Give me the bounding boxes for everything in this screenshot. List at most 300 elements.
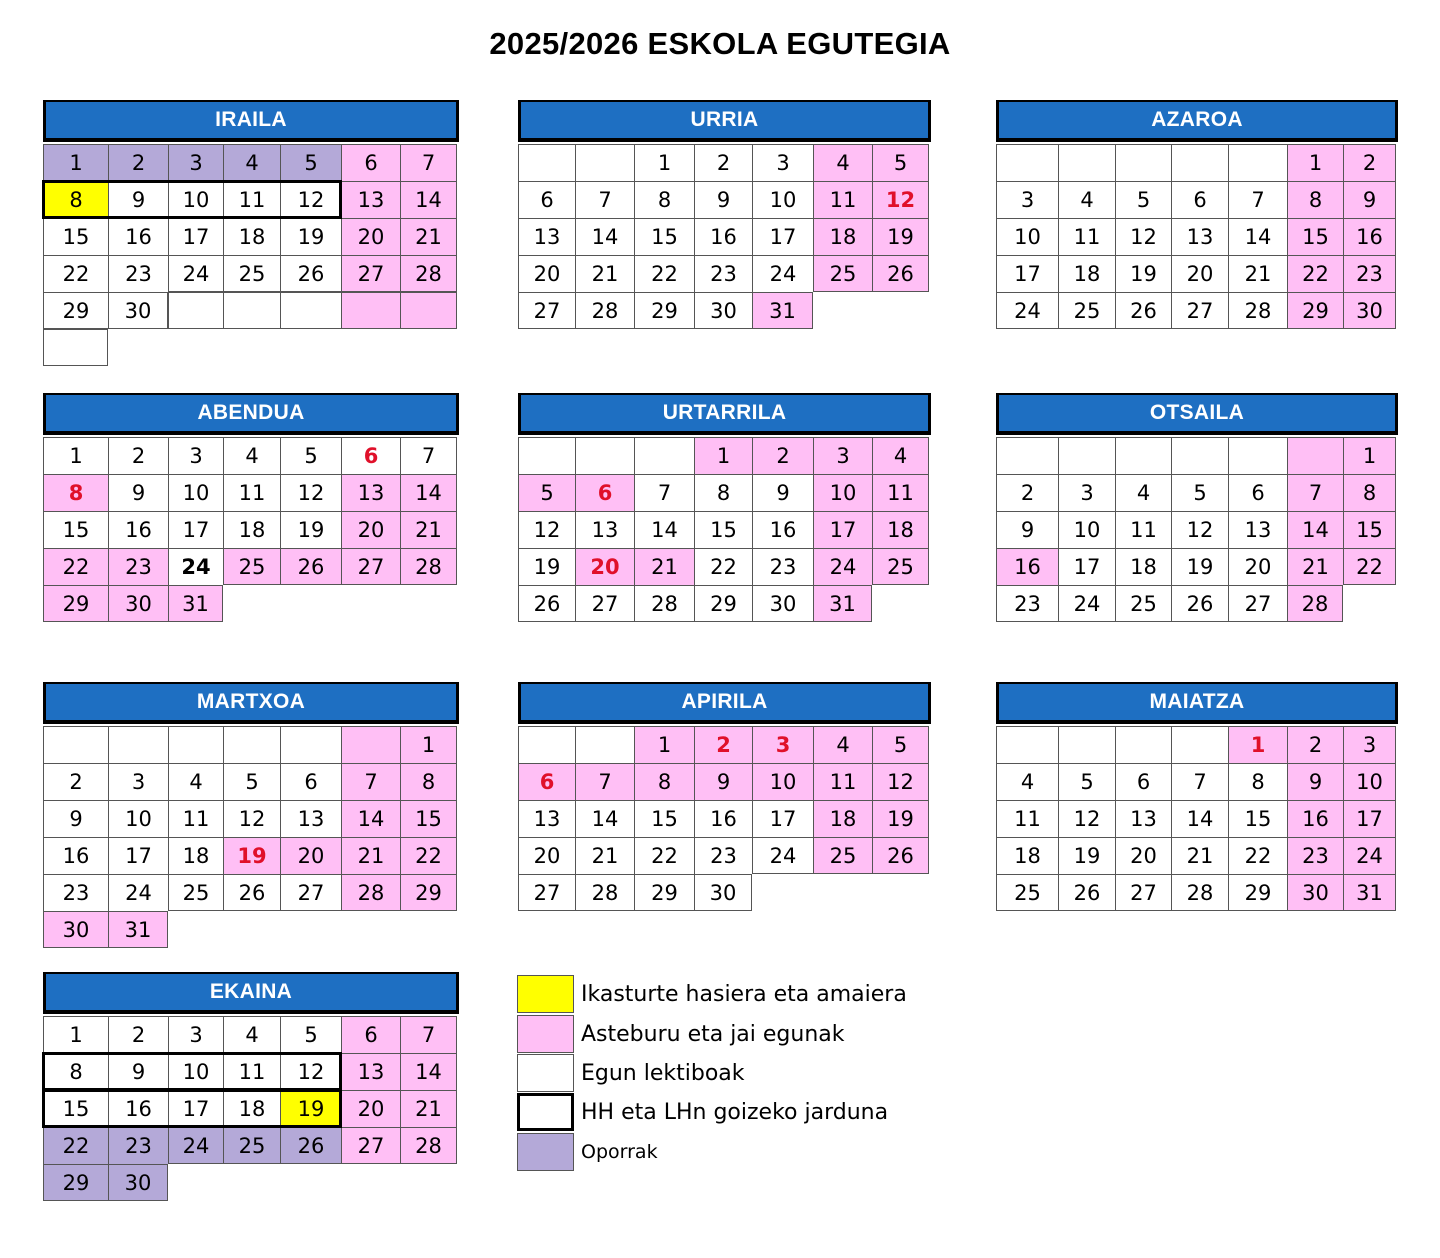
day-cell: 3 (168, 1016, 223, 1053)
day-cell: 15 (43, 511, 108, 548)
day-cell: 9 (108, 1053, 168, 1090)
day-cell: 4 (813, 726, 872, 763)
day-cell: 26 (1058, 874, 1115, 911)
empty-cell (1058, 144, 1115, 181)
day-cell: 25 (223, 1127, 280, 1164)
empty-cell (1058, 726, 1115, 763)
day-cell: 21 (400, 511, 457, 548)
day-cell: 14 (400, 474, 457, 511)
day-cell: 14 (341, 800, 400, 837)
empty-cell (1171, 144, 1228, 181)
day-cell: 29 (43, 292, 108, 329)
day-cell: 27 (280, 874, 341, 911)
day-cell: 27 (341, 548, 400, 585)
day-cell: 26 (280, 1127, 341, 1164)
day-cell: 13 (341, 474, 400, 511)
day-cell: 20 (341, 1090, 400, 1127)
empty-cell (43, 726, 108, 763)
empty-cell (280, 292, 341, 329)
day-cell: 6 (341, 144, 400, 181)
day-cell: 13 (341, 1053, 400, 1090)
day-cell: 26 (518, 585, 575, 622)
day-cell: 7 (400, 1016, 457, 1053)
day-cell: 5 (280, 437, 341, 474)
day-cell: 12 (1058, 800, 1115, 837)
legend-item (517, 975, 907, 1013)
day-cell: 5 (280, 1016, 341, 1053)
day-cell: 6 (1228, 474, 1287, 511)
legend-item (517, 1054, 745, 1092)
day-cell: 2 (694, 144, 752, 181)
day-cell: 16 (996, 548, 1058, 585)
day-cell: 30 (1287, 874, 1343, 911)
day-cell: 27 (341, 255, 400, 292)
day-cell: 24 (752, 837, 813, 874)
day-cell: 9 (1287, 763, 1343, 800)
empty-cell (168, 726, 223, 763)
day-cell: 5 (280, 144, 341, 181)
day-cell: 24 (1058, 585, 1115, 622)
month-header: ABENDUA (43, 393, 459, 435)
empty-cell (1115, 144, 1171, 181)
day-cell: 31 (108, 911, 168, 948)
day-cell: 26 (223, 874, 280, 911)
day-cell: 12 (223, 800, 280, 837)
day-cell: 16 (108, 218, 168, 255)
day-cell: 31 (813, 585, 872, 622)
page-title: 2025/2026 ESKOLA EGUTEGIA (489, 26, 951, 61)
empty-cell (575, 726, 634, 763)
day-cell: 16 (694, 218, 752, 255)
day-cell: 3 (996, 181, 1058, 218)
day-cell: 7 (634, 474, 694, 511)
day-cell: 25 (813, 837, 872, 874)
day-cell: 1 (634, 144, 694, 181)
day-cell: 3 (168, 144, 223, 181)
day-cell: 19 (280, 1090, 341, 1127)
legend-item (517, 1015, 845, 1053)
day-cell: 15 (1228, 800, 1287, 837)
day-cell: 16 (43, 837, 108, 874)
empty-cell (1171, 726, 1228, 763)
day-cell: 12 (280, 181, 341, 218)
day-cell: 15 (43, 1090, 108, 1127)
day-cell: 22 (694, 548, 752, 585)
day-cell: 15 (1343, 511, 1396, 548)
day-cell: 21 (1287, 548, 1343, 585)
day-cell: 27 (341, 1127, 400, 1164)
day-cell: 17 (752, 218, 813, 255)
empty-cell (1228, 144, 1287, 181)
day-cell: 8 (694, 474, 752, 511)
empty-cell (223, 292, 280, 329)
day-cell: 18 (1115, 548, 1171, 585)
month-header: OTSAILA (996, 393, 1398, 435)
day-cell: 9 (108, 181, 168, 218)
empty-cell (341, 292, 400, 329)
day-cell: 27 (575, 585, 634, 622)
day-cell: 1 (1343, 437, 1396, 474)
day-cell: 3 (813, 437, 872, 474)
day-cell: 4 (223, 437, 280, 474)
day-cell: 23 (694, 255, 752, 292)
day-cell: 15 (400, 800, 457, 837)
day-cell: 10 (752, 181, 813, 218)
day-cell: 11 (223, 1053, 280, 1090)
day-cell: 24 (1343, 837, 1396, 874)
day-cell: 28 (1171, 874, 1228, 911)
day-cell: 10 (1343, 763, 1396, 800)
empty-cell (518, 437, 575, 474)
empty-cell (43, 329, 108, 366)
day-cell: 18 (223, 1090, 280, 1127)
day-cell: 17 (108, 837, 168, 874)
day-cell: 5 (1171, 474, 1228, 511)
day-cell: 2 (1343, 144, 1396, 181)
legend-swatch (517, 1093, 574, 1131)
legend-swatch (517, 1054, 574, 1092)
day-cell: 23 (1343, 255, 1396, 292)
day-cell: 11 (223, 474, 280, 511)
day-cell: 23 (694, 837, 752, 874)
day-cell: 29 (1228, 874, 1287, 911)
day-cell: 24 (996, 292, 1058, 329)
day-cell: 29 (1287, 292, 1343, 329)
day-cell: 9 (43, 800, 108, 837)
day-cell: 8 (634, 181, 694, 218)
day-cell: 6 (341, 437, 400, 474)
day-cell: 8 (400, 763, 457, 800)
day-cell: 28 (1287, 585, 1343, 622)
day-cell: 5 (872, 726, 929, 763)
day-cell: 29 (400, 874, 457, 911)
day-cell: 8 (1287, 181, 1343, 218)
day-cell: 29 (694, 585, 752, 622)
day-cell: 2 (694, 726, 752, 763)
day-cell: 19 (1171, 548, 1228, 585)
day-cell: 21 (341, 837, 400, 874)
day-cell: 10 (996, 218, 1058, 255)
day-cell: 25 (813, 255, 872, 292)
day-cell: 21 (1171, 837, 1228, 874)
empty-cell (1115, 437, 1171, 474)
day-cell: 13 (1115, 800, 1171, 837)
day-cell: 7 (1171, 763, 1228, 800)
day-cell: 3 (752, 144, 813, 181)
empty-cell (575, 437, 634, 474)
day-cell: 21 (575, 255, 634, 292)
empty-cell (1115, 726, 1171, 763)
day-cell: 1 (1228, 726, 1287, 763)
day-cell: 25 (996, 874, 1058, 911)
day-cell: 26 (280, 255, 341, 292)
day-cell: 6 (518, 763, 575, 800)
day-cell: 13 (341, 181, 400, 218)
day-cell: 18 (223, 511, 280, 548)
day-cell: 20 (518, 255, 575, 292)
day-cell: 16 (108, 511, 168, 548)
day-cell: 1 (1287, 144, 1343, 181)
empty-cell (223, 726, 280, 763)
day-cell: 23 (996, 585, 1058, 622)
day-cell: 24 (168, 255, 223, 292)
day-cell: 10 (108, 800, 168, 837)
day-cell: 19 (872, 218, 929, 255)
day-cell: 6 (1171, 181, 1228, 218)
day-cell: 15 (634, 800, 694, 837)
month-header: URTARRILA (518, 393, 931, 435)
day-cell: 27 (518, 292, 575, 329)
day-cell: 8 (43, 181, 108, 218)
day-cell: 26 (872, 255, 929, 292)
day-cell: 30 (108, 585, 168, 622)
day-cell: 5 (223, 763, 280, 800)
day-cell: 29 (43, 1164, 108, 1201)
day-cell: 11 (813, 763, 872, 800)
day-cell: 18 (996, 837, 1058, 874)
day-cell: 19 (518, 548, 575, 585)
month-header: IRAILA (43, 100, 459, 142)
legend-label: Ikasturte hasiera eta amaiera (581, 981, 907, 1007)
day-cell: 8 (43, 1053, 108, 1090)
day-cell: 15 (634, 218, 694, 255)
day-cell: 7 (400, 144, 457, 181)
day-cell: 30 (108, 1164, 168, 1201)
day-cell: 6 (341, 1016, 400, 1053)
legend-label: Oporrak (581, 1141, 658, 1163)
day-cell: 12 (872, 181, 929, 218)
day-cell: 27 (1228, 585, 1287, 622)
day-cell: 12 (872, 763, 929, 800)
day-cell: 10 (168, 474, 223, 511)
legend-label: HH eta LHn goizeko jarduna (581, 1099, 889, 1125)
day-cell: 19 (872, 800, 929, 837)
day-cell: 3 (1343, 726, 1396, 763)
day-cell: 6 (575, 474, 634, 511)
day-cell: 22 (1228, 837, 1287, 874)
day-cell: 4 (813, 144, 872, 181)
day-cell: 18 (168, 837, 223, 874)
day-cell: 16 (1287, 800, 1343, 837)
day-cell: 26 (280, 548, 341, 585)
day-cell: 2 (108, 144, 168, 181)
day-cell: 23 (108, 1127, 168, 1164)
legend-label: Asteburu eta jai egunak (581, 1021, 845, 1047)
day-cell: 22 (43, 255, 108, 292)
day-cell: 17 (168, 511, 223, 548)
day-cell: 1 (694, 437, 752, 474)
day-cell: 14 (1228, 218, 1287, 255)
day-cell: 14 (400, 1053, 457, 1090)
day-cell: 23 (43, 874, 108, 911)
day-cell: 9 (1343, 181, 1396, 218)
empty-cell (1058, 437, 1115, 474)
empty-cell (1171, 437, 1228, 474)
empty-cell (634, 437, 694, 474)
day-cell: 18 (813, 218, 872, 255)
day-cell: 3 (1058, 474, 1115, 511)
day-cell: 18 (813, 800, 872, 837)
day-cell: 6 (1115, 763, 1171, 800)
day-cell: 20 (1171, 255, 1228, 292)
day-cell: 30 (1343, 292, 1396, 329)
day-cell: 13 (575, 511, 634, 548)
day-cell: 7 (575, 181, 634, 218)
day-cell: 9 (694, 763, 752, 800)
day-cell: 27 (1171, 292, 1228, 329)
day-cell: 22 (1343, 548, 1396, 585)
day-cell: 20 (280, 837, 341, 874)
day-cell: 12 (1115, 218, 1171, 255)
day-cell: 21 (1228, 255, 1287, 292)
day-cell: 20 (1115, 837, 1171, 874)
day-cell: 18 (1058, 255, 1115, 292)
day-cell: 7 (1287, 474, 1343, 511)
empty-cell (518, 144, 575, 181)
day-cell: 11 (223, 181, 280, 218)
day-cell: 28 (634, 585, 694, 622)
empty-cell (341, 726, 400, 763)
day-cell: 16 (694, 800, 752, 837)
day-cell: 3 (752, 726, 813, 763)
day-cell: 5 (1058, 763, 1115, 800)
day-cell: 4 (996, 763, 1058, 800)
day-cell: 20 (341, 511, 400, 548)
day-cell: 17 (813, 511, 872, 548)
day-cell: 26 (872, 837, 929, 874)
day-cell: 23 (108, 255, 168, 292)
month-header: URRIA (518, 100, 931, 142)
day-cell: 25 (1115, 585, 1171, 622)
day-cell: 7 (1228, 181, 1287, 218)
day-cell: 4 (1058, 181, 1115, 218)
day-cell: 20 (341, 218, 400, 255)
day-cell: 13 (1171, 218, 1228, 255)
empty-cell (996, 144, 1058, 181)
day-cell: 29 (634, 292, 694, 329)
day-cell: 31 (1343, 874, 1396, 911)
day-cell: 27 (1115, 874, 1171, 911)
day-cell: 19 (223, 837, 280, 874)
legend-label: Egun lektiboak (581, 1060, 745, 1086)
empty-cell (996, 437, 1058, 474)
day-cell: 1 (43, 437, 108, 474)
empty-cell (1228, 437, 1287, 474)
legend-swatch (517, 1133, 574, 1171)
day-cell: 30 (752, 585, 813, 622)
day-cell: 25 (168, 874, 223, 911)
day-cell: 17 (1343, 800, 1396, 837)
day-cell: 16 (108, 1090, 168, 1127)
day-cell: 24 (168, 548, 223, 585)
day-cell: 24 (108, 874, 168, 911)
month-header: MAIATZA (996, 682, 1398, 724)
day-cell: 14 (575, 800, 634, 837)
day-cell: 10 (1058, 511, 1115, 548)
day-cell: 28 (341, 874, 400, 911)
day-cell: 22 (400, 837, 457, 874)
day-cell: 8 (1343, 474, 1396, 511)
day-cell: 26 (1115, 292, 1171, 329)
day-cell: 23 (108, 548, 168, 585)
day-cell: 10 (168, 181, 223, 218)
day-cell: 21 (634, 548, 694, 585)
day-cell: 9 (108, 474, 168, 511)
day-cell: 30 (43, 911, 108, 948)
day-cell: 11 (1058, 218, 1115, 255)
day-cell: 2 (43, 763, 108, 800)
day-cell: 1 (400, 726, 457, 763)
day-cell: 26 (1171, 585, 1228, 622)
day-cell: 4 (1115, 474, 1171, 511)
day-cell: 7 (341, 763, 400, 800)
day-cell: 31 (168, 585, 223, 622)
day-cell: 11 (813, 181, 872, 218)
day-cell: 16 (1343, 218, 1396, 255)
day-cell: 21 (575, 837, 634, 874)
day-cell: 13 (1228, 511, 1287, 548)
day-cell: 31 (752, 292, 813, 329)
day-cell: 28 (400, 1127, 457, 1164)
day-cell: 23 (752, 548, 813, 585)
day-cell: 11 (168, 800, 223, 837)
day-cell: 8 (43, 474, 108, 511)
day-cell: 28 (400, 548, 457, 585)
day-cell: 8 (1228, 763, 1287, 800)
day-cell: 17 (752, 800, 813, 837)
day-cell: 27 (518, 874, 575, 911)
day-cell: 25 (1058, 292, 1115, 329)
empty-cell (400, 292, 457, 329)
day-cell: 24 (168, 1127, 223, 1164)
day-cell: 22 (43, 1127, 108, 1164)
day-cell: 4 (872, 437, 929, 474)
empty-cell (108, 726, 168, 763)
empty-cell (575, 144, 634, 181)
day-cell: 1 (634, 726, 694, 763)
empty-cell (996, 726, 1058, 763)
legend-item (517, 1133, 658, 1171)
day-cell: 20 (1228, 548, 1287, 585)
day-cell: 14 (400, 181, 457, 218)
day-cell: 15 (43, 218, 108, 255)
day-cell: 9 (694, 181, 752, 218)
day-cell: 14 (1287, 511, 1343, 548)
day-cell: 5 (1115, 181, 1171, 218)
day-cell: 7 (575, 763, 634, 800)
day-cell: 22 (43, 548, 108, 585)
month-header: MARTXOA (43, 682, 459, 724)
day-cell: 13 (280, 800, 341, 837)
legend-item (517, 1093, 888, 1131)
empty-cell (1287, 437, 1343, 474)
day-cell: 15 (1287, 218, 1343, 255)
day-cell: 3 (168, 437, 223, 474)
day-cell: 24 (752, 255, 813, 292)
day-cell: 30 (108, 292, 168, 329)
day-cell: 18 (872, 511, 929, 548)
day-cell: 25 (872, 548, 929, 585)
day-cell: 12 (280, 474, 341, 511)
day-cell: 24 (813, 548, 872, 585)
day-cell: 4 (223, 144, 280, 181)
day-cell: 30 (694, 292, 752, 329)
legend-swatch (517, 1015, 574, 1053)
day-cell: 17 (1058, 548, 1115, 585)
day-cell: 11 (1115, 511, 1171, 548)
empty-cell (168, 292, 223, 329)
day-cell: 14 (634, 511, 694, 548)
